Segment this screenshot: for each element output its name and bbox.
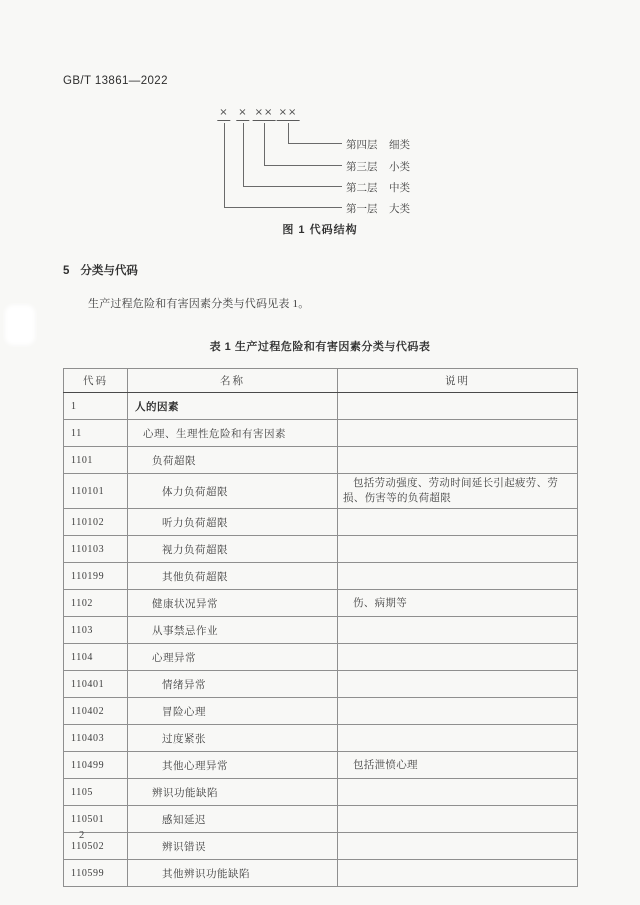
name-cell: 其他辨识功能缺陷 [128,860,338,887]
code-digit-group: × [217,106,230,121]
code-cell: 1102 [64,590,128,617]
description-cell [338,536,578,563]
column-header-code: 代码 [64,369,128,393]
code-cell: 110199 [64,563,128,590]
section-heading [63,262,138,278]
name-cell: 视力负荷超限 [128,536,338,563]
figure-connector-hline [264,165,342,166]
figure-caption: 图 1 代码结构 [282,224,358,236]
description-cell [338,420,578,447]
description-cell [338,698,578,725]
code-cell: 110499 [64,752,128,779]
standard-number-header: GB/T 13861—2022 [63,75,168,87]
name-cell: 过度紧张 [128,725,338,752]
name-cell: 健康状况异常 [128,590,338,617]
description-cell [338,860,578,887]
code-cell: 1103 [64,617,128,644]
code-cell: 1104 [64,644,128,671]
code-digit-group: ×× [253,106,276,121]
name-cell: 从事禁忌作业 [128,617,338,644]
table-row [64,725,578,752]
table-row [64,698,578,725]
figure-connector-vline [243,123,244,186]
code-cell: 110502 [64,833,128,860]
table-header-row [64,369,578,393]
table-row [64,563,578,590]
description-cell: 包括劳动强度、劳动时间延长引起疲劳、劳损、伤害等的负荷超限 [338,474,578,509]
description-cell [338,833,578,860]
description-cell [338,671,578,698]
table-row [64,447,578,474]
column-header-name: 名称 [128,369,338,393]
description-cell: 伤、病期等 [338,590,578,617]
description-cell: 包括泄愤心理 [338,752,578,779]
classification-code-table [63,368,578,887]
name-cell: 情绪异常 [128,671,338,698]
figure-layer-label: 第四层 [346,140,378,151]
code-digit-group: × [236,106,249,121]
table-row [64,474,578,509]
section-number: 5 [63,265,70,277]
table-row [64,860,578,887]
description-cell [338,725,578,752]
name-cell: 体力负荷超限 [128,474,338,509]
table-row [64,420,578,447]
description-cell [338,779,578,806]
figure-category-label: 小类 [389,162,410,173]
name-cell: 其他负荷超限 [128,563,338,590]
figure-connector-hline [224,207,342,208]
description-cell [338,644,578,671]
figure-category-label: 中类 [389,183,410,194]
figure-connector-hline [288,143,342,144]
code-cell: 110401 [64,671,128,698]
code-cell: 110102 [64,509,128,536]
name-cell: 心理、生理性危险和有害因素 [128,420,338,447]
code-digit-group: ×× [277,106,300,121]
table-row [64,509,578,536]
section-title: 分类与代码 [80,265,138,277]
table-row [64,779,578,806]
code-cell: 110599 [64,860,128,887]
table-row [64,617,578,644]
name-cell: 冒险心理 [128,698,338,725]
figure-layer-label: 第二层 [346,183,378,194]
code-cell: 1105 [64,779,128,806]
name-cell: 其他心理异常 [128,752,338,779]
description-cell [338,447,578,474]
column-header-description: 说明 [338,369,578,393]
table-row [64,833,578,860]
figure-connector-vline [264,123,265,165]
table-row [64,806,578,833]
code-cell: 1101 [64,447,128,474]
code-cell: 1 [64,393,128,420]
code-cell: 110501 [64,806,128,833]
code-cell: 11 [64,420,128,447]
code-cell: 110402 [64,698,128,725]
name-cell: 听力负荷超限 [128,509,338,536]
figure-category-label: 大类 [389,204,410,215]
page-number: 2 [79,830,85,841]
description-cell [338,563,578,590]
description-cell [338,509,578,536]
name-cell: 人的因素 [128,393,338,420]
figure-connector-hline [243,186,342,187]
name-cell: 辨识功能缺陷 [128,779,338,806]
body-paragraph: 生产过程危险和有害因素分类与代码见表 1。 [88,298,310,310]
figure-category-label: 细类 [389,140,410,151]
table-row [64,536,578,563]
table-row [64,752,578,779]
code-cell: 110101 [64,474,128,509]
code-cell: 110403 [64,725,128,752]
code-cell: 110103 [64,536,128,563]
figure-connector-vline [288,123,289,143]
table-row [64,393,578,420]
table-title: 表 1 生产过程危险和有害因素分类与代码表 [209,341,431,353]
description-cell [338,806,578,833]
table-row [64,590,578,617]
name-cell: 负荷超限 [128,447,338,474]
figure-connector-vline [224,123,225,207]
table-row [64,644,578,671]
figure-layer-label: 第三层 [346,162,378,173]
name-cell: 心理异常 [128,644,338,671]
description-cell [338,393,578,420]
name-cell: 辨识错误 [128,833,338,860]
figure-layer-label: 第一层 [346,204,378,215]
description-cell [338,617,578,644]
name-cell: 感知延迟 [128,806,338,833]
table-row [64,671,578,698]
